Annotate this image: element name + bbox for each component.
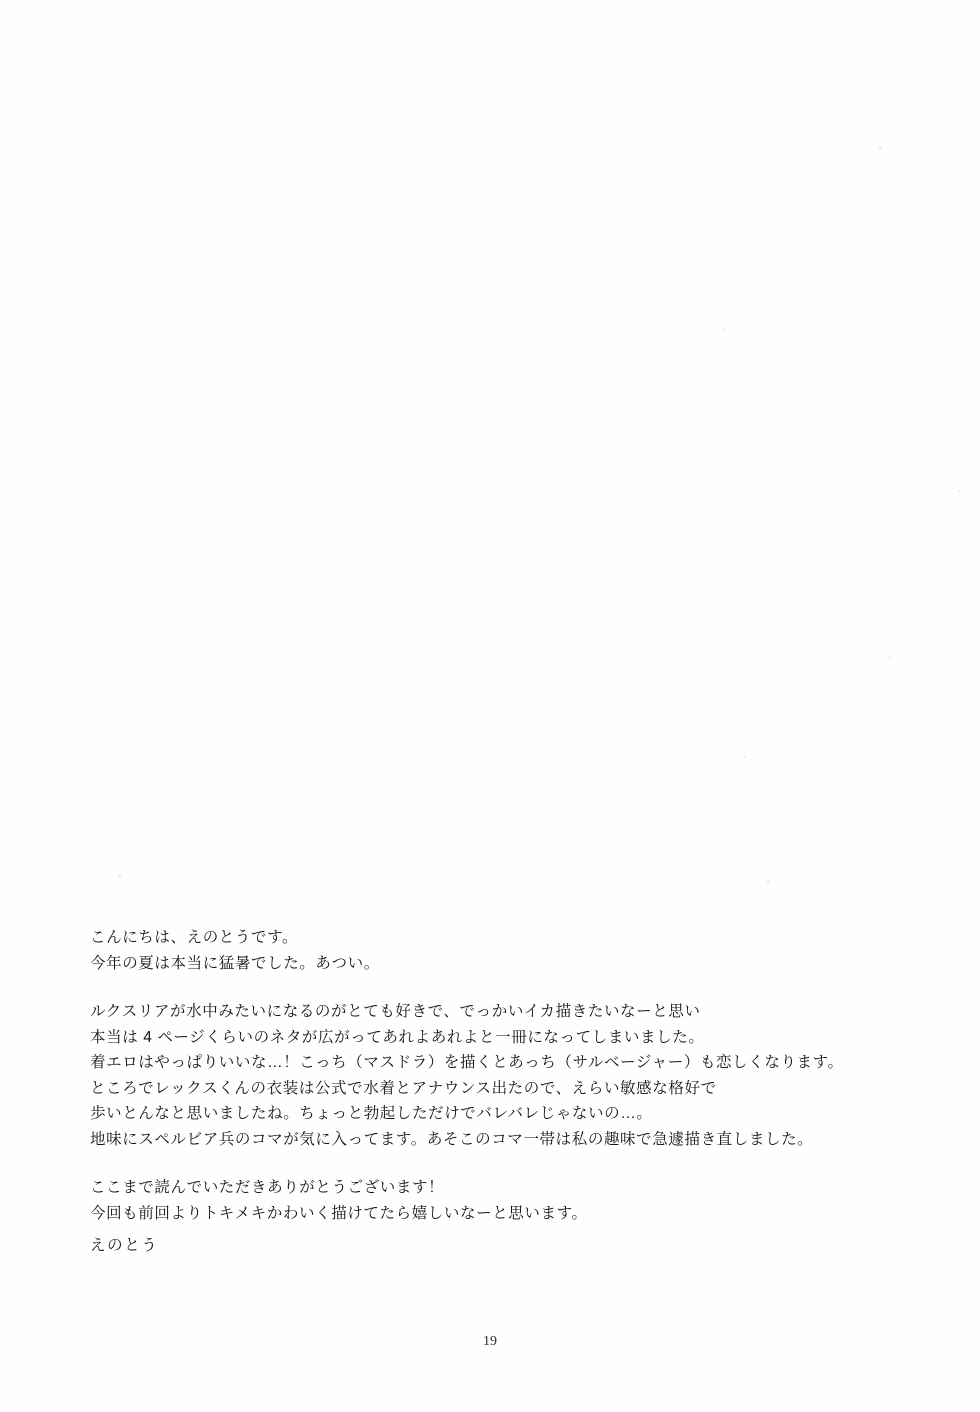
afterword-line: 着エロはやっぱりいいな…！こっち（マスドラ）を描くとあっち（サルベージャー）も恋しくなります。	[90, 1054, 844, 1071]
afterword-line: ここまで読んでいただきありがとうございます！	[90, 1179, 445, 1196]
afterword-line: 地味にスペルビア兵のコマが気に入ってます。あそこのコマ一帯は私の趣味で急遽描き直しました。	[90, 1130, 814, 1148]
afterword-text-block	[90, 925, 910, 1226]
afterword-paragraph	[90, 1175, 910, 1226]
afterword-paragraph	[90, 925, 910, 976]
afterword-line: ルクスリアが水中みたいになるのがとても好きで、でっかいイカ描きたいなーと思い	[90, 1003, 701, 1020]
afterword-paragraph	[90, 999, 910, 1152]
author-signature: えのとう	[90, 1237, 159, 1254]
scan-speck	[955, 183, 957, 185]
afterword-line: 本当は 4 ページくらいのネタが広がってあれよあれよと一冊になってしまいました。	[90, 1028, 705, 1046]
scan-speck	[879, 146, 882, 149]
afterword-line: 歩いとんなと思いましたね。ちょっと勃起しただけでバレバレじゃないの…。	[90, 1105, 653, 1122]
scan-speck	[118, 874, 121, 877]
scan-speck	[723, 329, 725, 331]
afterword-line: 今回も前回よりトキメキかわいく描けてたら嬉しいなーと思います。	[90, 1204, 588, 1222]
afterword-line: ところでレックスくんの衣装は公式で水着とアナウンス出たので、えらい敏感な格好で	[90, 1079, 717, 1097]
scan-speck	[889, 656, 891, 658]
page-number: 19	[483, 1334, 497, 1349]
scan-speck	[744, 756, 746, 758]
afterword-line: 今年の夏は本当に猛暑でした。あつい。	[90, 954, 380, 972]
afterword-line: こんにちは、えのとうです。	[90, 929, 299, 946]
scan-speck	[958, 490, 960, 492]
scan-speck	[767, 880, 770, 883]
